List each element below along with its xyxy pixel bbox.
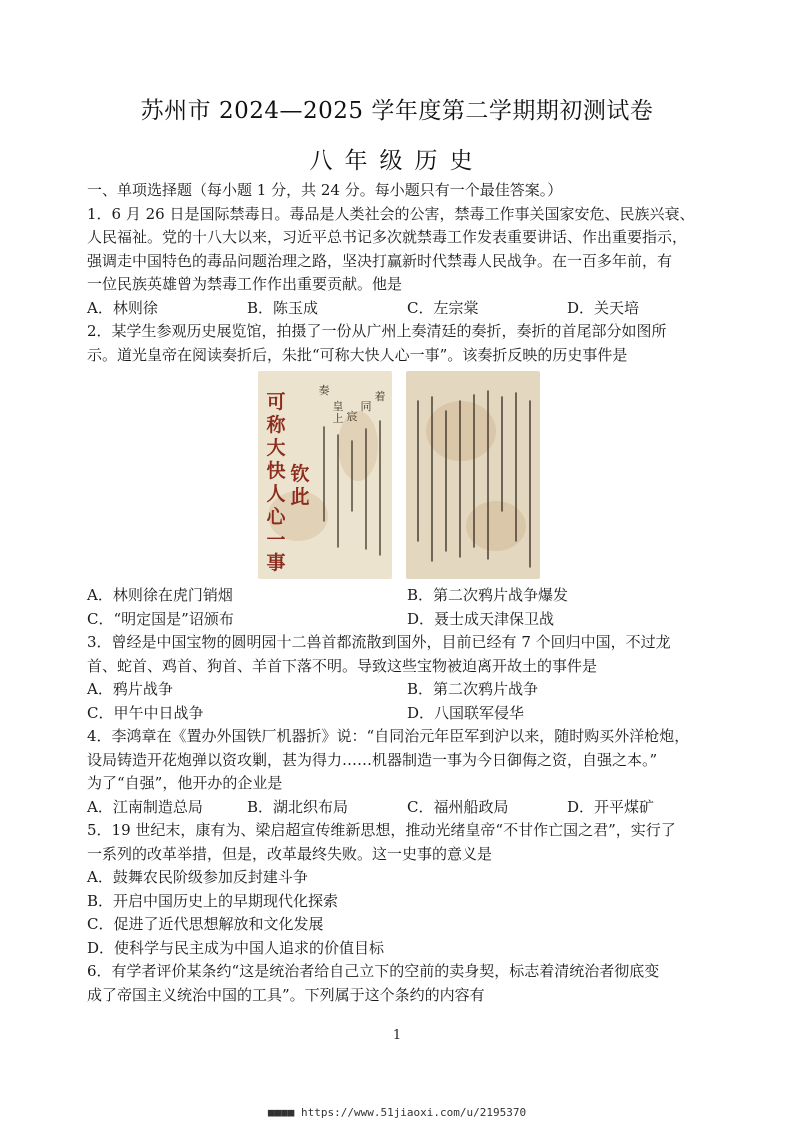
option-a: A．鼓舞农民阶级参加反封建斗争	[87, 868, 308, 886]
question-line: 为了“自强”，他开办的企业是	[87, 774, 283, 792]
option-d: D．八国联军侵华	[407, 703, 525, 722]
memorial-text-col: 同	[360, 400, 372, 413]
options-row	[87, 608, 727, 632]
source-watermark: ■■■■ https://www.51jiaoxi.com/u/2195370	[267, 1106, 527, 1119]
question-line: 设局铸造开花炮弹以资攻剿，甚为得力……机器制造一事为今日御侮之资，自强之本。”	[87, 750, 658, 769]
memorial-image-right	[406, 371, 540, 579]
memorial-text-col: 宸	[346, 410, 358, 423]
page-title: 苏州市 2024—2025 学年度第二学期期初测试卷	[140, 98, 654, 124]
option-a: A．鸦片战争	[87, 680, 173, 698]
question-line: 3．曾经是中国宝物的圆明园十二兽首都流散到国外，目前已经有 7 个回归中国，不过龙	[87, 633, 671, 651]
question-line: 人民福祉。党的十八大以来，习近平总书记多次就禁毒工作发表重要讲话、作出重要指示，	[87, 228, 688, 246]
option-d: D．关天培	[567, 298, 640, 317]
options-row	[87, 702, 727, 726]
question-line: 示。道光皇帝在阅读奏折后，朱批“可称大快人心一事”。该奏折反映的历史事件是	[87, 345, 628, 364]
question-line: 6．有学者评价某条约“这是统治者给自己立下的空前的卖身契，标志着清统治者彻底变	[87, 962, 660, 980]
memorial-figure	[87, 371, 727, 581]
options-row	[87, 678, 727, 702]
exam-content	[87, 179, 727, 1007]
question-line: 一系列的改革举措，但是，改革最终失败。这一史事的意义是	[87, 844, 493, 863]
option-a: A．江南制造总局	[87, 797, 203, 816]
option-d: D．开平煤矿	[567, 797, 655, 816]
memorial-text-col: 着	[374, 390, 386, 403]
question-line: 2．某学生参观历史展览馆，拍摄了一份从广州上奏清廷的奏折，奏折的首尾部分如图所	[87, 322, 667, 340]
option-c: C．促进了近代思想解放和文化发展	[87, 915, 324, 933]
option-b: B．陈玉成	[247, 298, 319, 317]
option-c: C．左宗棠	[407, 298, 479, 317]
question-2	[87, 320, 727, 631]
page-subtitle: 八年级历史	[309, 148, 485, 174]
question-line: 5．19 世纪末，康有为、梁启超宣传维新思想，推动光绪皇帝“不甘作亡国之君”，实行了	[87, 821, 676, 839]
options-row	[87, 584, 727, 608]
section-heading: 一、单项选择题（每小题 1 分，共 24 分。每小题只有一个最佳答案。）	[87, 181, 563, 199]
memorial-image-left	[258, 371, 392, 579]
option-d: D．聂士成天津保卫战	[407, 609, 555, 628]
memorial-script-right	[406, 371, 540, 579]
option-a: A．林则徐	[87, 298, 158, 317]
question-1	[87, 203, 727, 321]
vermilion-rescript-end: 钦此	[290, 463, 310, 508]
option-c: C．福州船政局	[407, 797, 509, 816]
options-row	[87, 796, 727, 820]
question-line: 首、蛇首、鸡首、狗首、羊首下落不明。导致这些宝物被迫离开故土的事件是	[87, 656, 598, 675]
option-c: C．“明定国是”诏颁布	[87, 609, 234, 628]
question-line: 成了帝国主义统治中国的工具”。下列属于这个条约的内容有	[87, 985, 485, 1004]
vermilion-rescript: 可称大快人心一事	[266, 391, 286, 574]
option-b: B．第二次鸦片战争	[407, 680, 539, 698]
question-line: 1．6 月 26 日是国际禁毒日。毒品是人类社会的公害，禁毒工作事关国家安危、民族兴衰、	[87, 204, 695, 223]
option-b: B．第二次鸦片战争爆发	[407, 586, 569, 604]
question-3	[87, 631, 727, 725]
question-line: 一位民族英雄曾为禁毒工作作出重要贡献。他是	[87, 275, 403, 293]
option-c: C．甲午中日战争	[87, 703, 204, 722]
question-6	[87, 960, 727, 1007]
options-row	[87, 297, 727, 321]
option-b: B．湖北织布局	[247, 797, 349, 816]
question-line: 强调走中国特色的毒品问题治理之路，坚决打赢新时代禁毒人民战争。在一百多年前，有	[87, 251, 673, 270]
option-a: A．林则徐在虎门销烟	[87, 586, 233, 604]
question-line: 4．李鸿章在《置办外国铁厂机器折》说：“自同治元年臣军到沪以来，随时购买外洋枪炮，	[87, 727, 690, 745]
question-5	[87, 819, 727, 960]
memorial-text-col: 奏	[318, 384, 330, 397]
memorial-text-col: 皇上	[332, 400, 344, 425]
question-4	[87, 725, 727, 819]
page-number: 1	[392, 1028, 402, 1043]
option-d: D．使科学与民主成为中国人追求的价值目标	[87, 938, 385, 957]
memorial-script-left	[258, 371, 392, 579]
option-b: B．开启中国历史上的早期现代化探索	[87, 891, 339, 910]
